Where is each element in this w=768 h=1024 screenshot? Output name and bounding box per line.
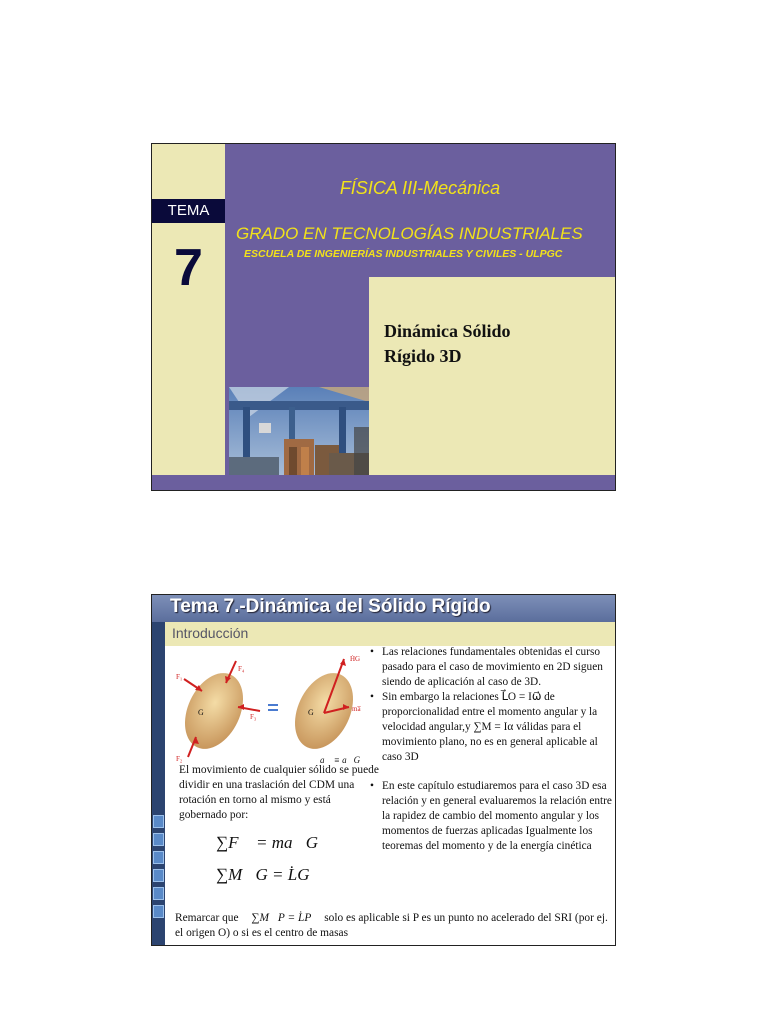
f3-label: F₃ — [250, 713, 257, 721]
school-name: ESCUELA DE INGENIERÍAS INDUSTRIALES Y CIVILES - ULPGC — [244, 248, 563, 260]
remark-equation: ∑M⃗P = L̇P — [251, 912, 312, 924]
back-icon[interactable] — [153, 851, 164, 864]
left-column — [152, 144, 225, 490]
section-title: Introducción — [172, 625, 249, 641]
end-icon[interactable] — [153, 905, 164, 918]
topic-line-2: Rígido 3D — [384, 346, 462, 366]
g-label-left: G — [198, 708, 204, 717]
bullet-item: • Las relaciones fundamentales obtenidas el curso pasado para el caso de movimiento en 2D siguen siendo de aplicación al caso de 3D. — [370, 645, 618, 690]
topic-title — [384, 319, 511, 369]
home-icon[interactable] — [153, 815, 164, 828]
moment-equation: ∑M⃗G = L̇G — [216, 865, 310, 884]
bullet-list — [370, 645, 618, 854]
remark-text — [175, 911, 615, 941]
bottom-band — [152, 475, 615, 490]
bullet-item: • En este capítulo estudiaremos para el caso 3D esa relación y en general evaluaremos la relación entre la rapidez de cambio del momento angular y los momentos de fuerzas aplicadas Igualmente los teoremas del momento y de la energía cinética — [370, 779, 618, 854]
f1-label: F₁ — [176, 673, 183, 681]
content-slide — [151, 594, 616, 946]
remark-suffix: solo es aplicable si P es un punto no acelerado del SRI (por ej. el origen O) o si es el centro de masas — [175, 912, 608, 939]
tema-number: 7 — [174, 239, 203, 297]
topic-line-1: Dinámica Sólido — [384, 321, 511, 341]
hg-label: ḢG — [350, 655, 361, 663]
accel-label: a⃗ ≡ a⃗G — [320, 755, 361, 765]
f2-label: F₂ — [176, 755, 183, 763]
intro-paragraph: El movimiento de cualquier sólido se puede dividir en una traslación del CDM una rotación en torno al mismo y está gobernado por: — [179, 764, 379, 821]
play-icon[interactable] — [153, 869, 164, 882]
g-label-right: G — [308, 708, 314, 717]
slide-title-bar — [152, 595, 615, 622]
topic-box — [369, 277, 615, 475]
course-title: FÍSICA III-Mecánica — [339, 178, 501, 198]
rigid-body-figure — [174, 649, 374, 767]
force-equation: ∑F⃗ = ma⃗G — [216, 833, 318, 852]
f4-label: F₄ — [238, 665, 245, 673]
nav-column — [152, 622, 165, 945]
prev-icon[interactable] — [153, 833, 164, 846]
slide-title: Tema 7.-Dinámica del Sólido Rígido — [170, 596, 491, 617]
section-bar — [165, 622, 615, 646]
crane-photo — [229, 387, 369, 475]
remark-prefix: Remarcar que — [175, 912, 239, 924]
ma-label: ma̅ — [352, 705, 361, 713]
title-slide — [151, 143, 616, 491]
next-icon[interactable] — [153, 887, 164, 900]
degree-title: GRADO EN TECNOLOGÍAS INDUSTRIALES — [236, 224, 583, 243]
tema-label: TEMA — [152, 199, 225, 223]
bullet-item: • Sin embargo la relaciones L⃗O = Iω⃗ de proporcionalidad entre el momento angular y la velocidad angular,y ∑M = Iα válidas para el movimiento plano, no es en general aplicable al caso 3D — [370, 690, 618, 765]
